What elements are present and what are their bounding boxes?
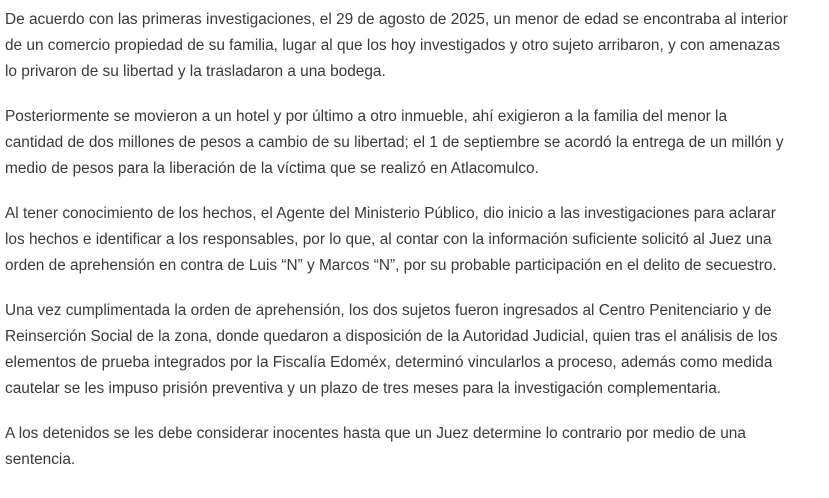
paragraph-line: Reinserción Social de la zona, donde quedaron a disposición de la Autoridad Judicial, quien tras el análisis de los [5,328,778,345]
paragraph-line: lo privaron de su libertad y la trasladaron a una bodega. [5,63,386,80]
paragraph-line: De acuerdo con las primeras investigaciones, el 29 de agosto de 2025, un menor de edad se encontraba al interior [5,11,788,28]
paragraph-line: sentencia. [5,451,76,468]
article-paragraph [5,104,829,182]
paragraph-line: A los detenidos se les debe considerar inocentes hasta que un Juez determine lo contrario por medio de una [5,425,746,442]
article-paragraph [5,298,829,402]
article-paragraph [5,201,829,279]
paragraph-line: elementos de prueba integrados por la Fiscalía Edoméx, determinó vincularlos a proceso, además como medida [5,354,773,371]
paragraph-line: orden de aprehensión en contra de Luis “N” y Marcos “N”, por su probable participación en el delito de secuestro. [5,257,777,274]
article-paragraph [5,7,829,85]
paragraph-line: de un comercio propiedad de su familia, lugar al que los hoy investigados y otro sujeto arribaron, y con amenazas [5,37,781,54]
paragraph-line: Una vez cumplimentada la orden de aprehensión, los dos sujetos fueron ingresados al Centro Penitenciario y de [5,302,772,319]
paragraph-line: medio de pesos para la liberación de la víctima que se realizó en Atlacomulco. [5,160,539,177]
paragraph-line: los hechos e identificar a los responsables, por lo que, al contar con la información suficiente solicitó al Juez una [5,231,772,248]
paragraph-line: cantidad de dos millones de pesos a cambio de su libertad; el 1 de septiembre se acordó la entrega de un millón y [5,134,784,151]
paragraph-line: cautelar se les impuso prisión preventiva y un plazo de tres meses para la investigación complementaria. [5,380,722,397]
article-paragraph [5,421,829,473]
paragraph-line: Posteriormente se movieron a un hotel y por último a otro inmueble, ahí exigieron a la familia del menor la [5,108,728,125]
paragraph-line: Al tener conocimiento de los hechos, el Agente del Ministerio Público, dio inicio a las investigaciones para aclarar [5,205,776,222]
